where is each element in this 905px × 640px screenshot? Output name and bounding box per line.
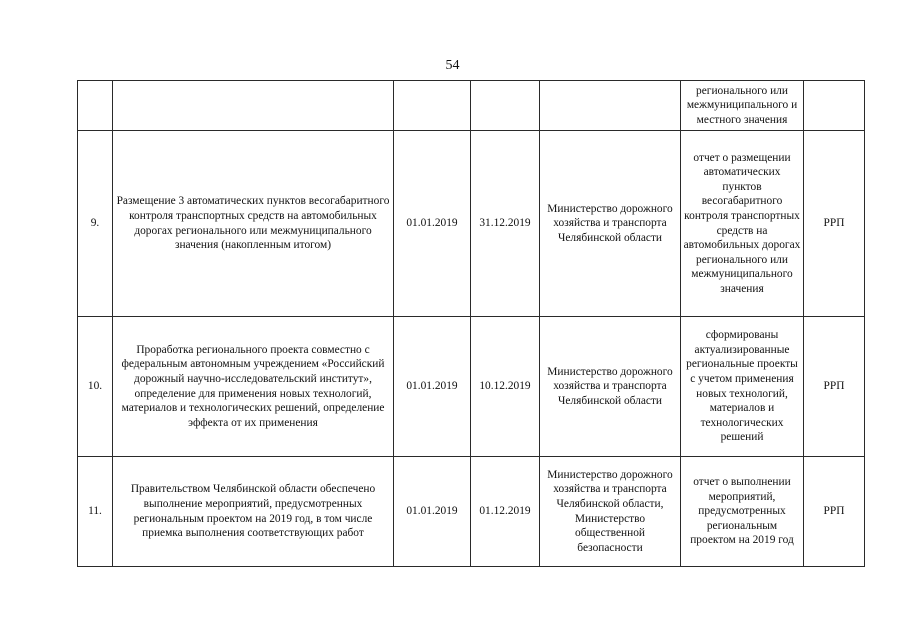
responsible-cell	[540, 81, 681, 131]
responsible-cell	[540, 457, 681, 567]
result-cell	[681, 317, 804, 457]
number-cell	[78, 81, 113, 131]
result-text: сформированы актуализированные региональные проекты с учетом применения новых технологий, материалов и технологических решений	[686, 329, 798, 444]
number-cell: 9.	[78, 131, 113, 317]
end-date-cell	[471, 81, 540, 131]
activity-name-cell	[113, 131, 394, 317]
level-cell	[804, 81, 865, 131]
responsible-cell	[540, 131, 681, 317]
activity-name-text: Размещение 3 автоматических пунктов весогабаритного контроля транспортных средств на автомобильных дорогах регионального или межмуниципального значения (накопленным итогом)	[116, 195, 390, 252]
start-date-cell: 01.01.2019	[394, 457, 471, 567]
responsible-text: Министерство дорожного хозяйства и транспорта Челябинской области, Министерство общественной безопасности	[547, 468, 673, 554]
result-cell	[681, 131, 804, 317]
end-date-cell: 10.12.2019	[471, 317, 540, 457]
start-date-cell: 01.01.2019	[394, 131, 471, 317]
activity-name-text: Проработка регионального проекта совместно с федеральным автономным учреждением «Российский дорожный научно-исследовательский институт», определение для применения новых технологий, материалов и технологических решений, определение эффекта от их применения	[121, 343, 385, 429]
level-cell: РРП	[804, 457, 865, 567]
start-date-cell: 01.01.2019	[394, 317, 471, 457]
responsible-text: Министерство дорожного хозяйства и транспорта Челябинской области	[547, 202, 673, 244]
activity-name-cell	[113, 457, 394, 567]
level-cell: РРП	[804, 131, 865, 317]
number-cell: 10.	[78, 317, 113, 457]
level-cell: РРП	[804, 317, 865, 457]
result-text: отчет о выполнении мероприятий, предусмотренных региональным проектом на 2019 год	[690, 476, 794, 547]
end-date-cell: 31.12.2019	[471, 131, 540, 317]
result-cell	[681, 81, 804, 131]
result-cell	[681, 457, 804, 567]
table-row	[78, 131, 865, 317]
result-text: регионального или межмуниципального и местного значения	[686, 84, 798, 126]
table-row	[78, 457, 865, 567]
activities-table	[77, 80, 865, 567]
number-cell: 11.	[78, 457, 113, 567]
end-date-cell: 01.12.2019	[471, 457, 540, 567]
start-date-cell	[394, 81, 471, 131]
page-number: 54	[445, 58, 460, 73]
activity-name-text: Правительством Челябинской области обеспечено выполнение мероприятий, предусмотренных региональным проектом на 2019 год, в том числе приемка выполнения соответствующих работ	[130, 483, 376, 540]
table-row	[78, 317, 865, 457]
activity-name-cell	[113, 81, 394, 131]
result-text: отчет о размещении автоматических пунктов весогабаритного контроля транспортных средств на автомобильных дорогах регионального или межмуниципального значения	[683, 151, 801, 295]
responsible-text: Министерство дорожного хозяйства и транспорта Челябинской области	[547, 365, 673, 407]
responsible-cell	[540, 317, 681, 457]
activity-name-cell	[113, 317, 394, 457]
table-row	[78, 81, 865, 131]
